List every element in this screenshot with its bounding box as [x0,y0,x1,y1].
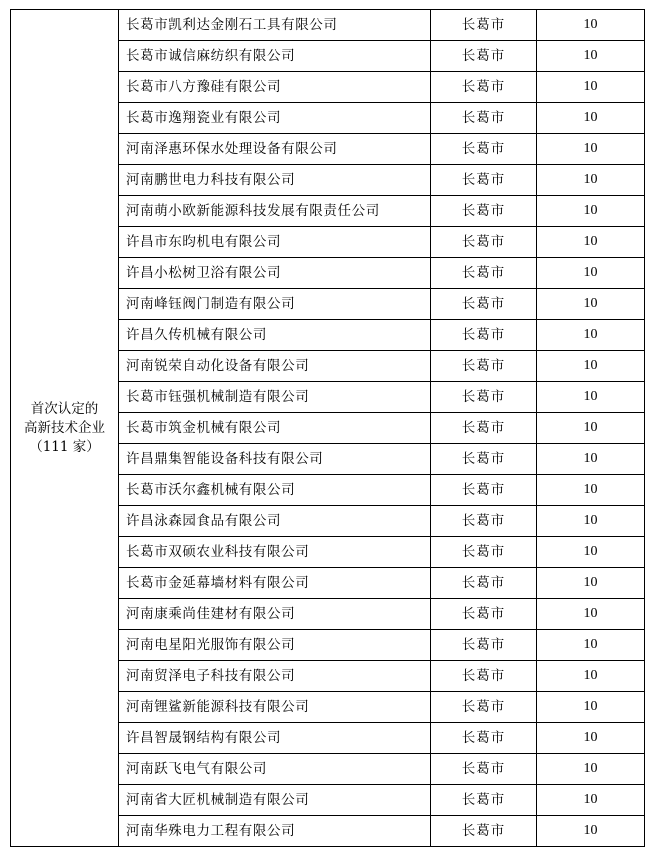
company-name-cell: 河南省大匠机械制造有限公司 [119,785,431,816]
company-name-cell: 许昌市东昀机电有限公司 [119,227,431,258]
city-cell: 长葛市 [431,692,537,723]
score-cell: 10 [537,754,645,785]
company-name-cell: 长葛市逸翔瓷业有限公司 [119,103,431,134]
score-cell: 10 [537,444,645,475]
city-cell: 长葛市 [431,382,537,413]
city-cell: 长葛市 [431,475,537,506]
score-cell: 10 [537,165,645,196]
city-cell: 长葛市 [431,41,537,72]
score-cell: 10 [537,351,645,382]
score-cell: 10 [537,258,645,289]
enterprise-table-body [11,10,645,847]
company-name-cell: 长葛市凯利达金刚石工具有限公司 [119,10,431,41]
company-name-cell: 长葛市钰强机械制造有限公司 [119,382,431,413]
company-name-cell: 许昌智晟钢结构有限公司 [119,723,431,754]
score-cell: 10 [537,41,645,72]
score-cell: 10 [537,661,645,692]
category-label-line1: 首次认定的 [30,400,99,417]
city-cell: 长葛市 [431,289,537,320]
company-name-cell: 长葛市双硕农业科技有限公司 [119,537,431,568]
city-cell: 长葛市 [431,413,537,444]
city-cell: 长葛市 [431,320,537,351]
score-cell: 10 [537,785,645,816]
company-name-cell: 河南鹏世电力科技有限公司 [119,165,431,196]
company-name-cell: 河南贸泽电子科技有限公司 [119,661,431,692]
company-name-cell: 许昌小松树卫浴有限公司 [119,258,431,289]
city-cell: 长葛市 [431,72,537,103]
city-cell: 长葛市 [431,258,537,289]
company-name-cell: 长葛市诚信麻纺织有限公司 [119,41,431,72]
company-name-cell: 长葛市筑金机械有限公司 [119,413,431,444]
score-cell: 10 [537,134,645,165]
company-name-cell: 河南华殊电力工程有限公司 [119,816,431,847]
city-cell: 长葛市 [431,10,537,41]
score-cell: 10 [537,382,645,413]
company-name-cell: 长葛市金延幕墙材料有限公司 [119,568,431,599]
score-cell: 10 [537,816,645,847]
city-cell: 长葛市 [431,568,537,599]
city-cell: 长葛市 [431,599,537,630]
score-cell: 10 [537,599,645,630]
score-cell: 10 [537,196,645,227]
score-cell: 10 [537,723,645,754]
company-name-cell: 河南锂鲨新能源科技有限公司 [119,692,431,723]
city-cell: 长葛市 [431,103,537,134]
company-name-cell: 河南萌小欧新能源科技发展有限责任公司 [119,196,431,227]
company-name-cell: 河南康乘尚佳建材有限公司 [119,599,431,630]
score-cell: 10 [537,413,645,444]
city-cell: 长葛市 [431,444,537,475]
table-row [11,10,645,41]
score-cell: 10 [537,568,645,599]
score-cell: 10 [537,227,645,258]
category-label-line3: （111 家） [29,438,100,455]
score-cell: 10 [537,320,645,351]
city-cell: 长葛市 [431,134,537,165]
company-name-cell: 河南电星阳光服饰有限公司 [119,630,431,661]
score-cell: 10 [537,72,645,103]
score-cell: 10 [537,692,645,723]
company-name-cell: 许昌久传机械有限公司 [119,320,431,351]
company-name-cell: 许昌鼎集智能设备科技有限公司 [119,444,431,475]
score-cell: 10 [537,537,645,568]
company-name-cell: 河南峰钰阀门制造有限公司 [119,289,431,320]
category-label-line2: 高新技术企业 [24,419,105,436]
score-cell: 10 [537,630,645,661]
score-cell: 10 [537,289,645,320]
city-cell: 长葛市 [431,754,537,785]
city-cell: 长葛市 [431,723,537,754]
city-cell: 长葛市 [431,165,537,196]
category-cell [11,10,119,847]
city-cell: 长葛市 [431,506,537,537]
city-cell: 长葛市 [431,537,537,568]
city-cell: 长葛市 [431,785,537,816]
city-cell: 长葛市 [431,227,537,258]
city-cell: 长葛市 [431,816,537,847]
score-cell: 10 [537,475,645,506]
score-cell: 10 [537,103,645,134]
score-cell: 10 [537,506,645,537]
company-name-cell: 河南锐荣自动化设备有限公司 [119,351,431,382]
company-name-cell: 河南跃飞电气有限公司 [119,754,431,785]
city-cell: 长葛市 [431,661,537,692]
company-name-cell: 长葛市沃尔鑫机械有限公司 [119,475,431,506]
company-name-cell: 河南泽惠环保水处理设备有限公司 [119,134,431,165]
score-cell: 10 [537,10,645,41]
company-name-cell: 长葛市八方豫硅有限公司 [119,72,431,103]
city-cell: 长葛市 [431,351,537,382]
city-cell: 长葛市 [431,196,537,227]
city-cell: 长葛市 [431,630,537,661]
enterprise-table [10,9,645,847]
company-name-cell: 许昌泳森园食品有限公司 [119,506,431,537]
